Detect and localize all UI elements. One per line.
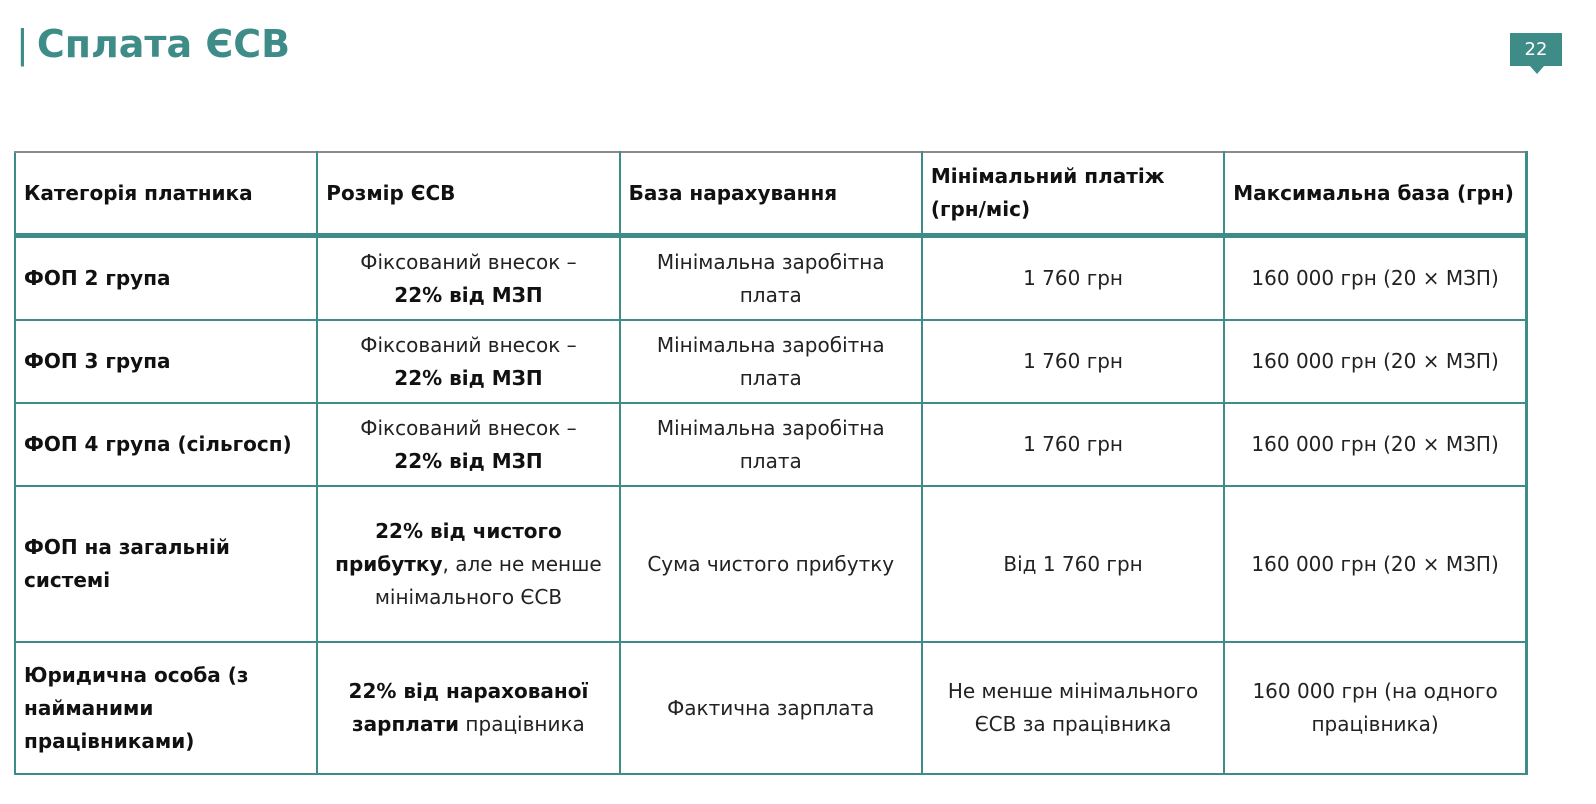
table-row	[15, 642, 1527, 774]
cell-min-payment: Від 1 760 грн	[922, 486, 1224, 642]
cell-category: Юридична особа (з найманими працівниками)	[15, 642, 317, 774]
header-rate: Розмір ЄСВ	[317, 152, 619, 236]
header-base: База нарахування	[620, 152, 922, 236]
cell-base: Мінімальна заробітна плата	[620, 236, 922, 321]
cell-max-base: 160 000 грн (20 × МЗП)	[1224, 236, 1526, 321]
cell-base: Мінімальна заробітна плата	[620, 320, 922, 403]
slide-title	[16, 22, 290, 66]
rate-normal-text: Фіксований внесок –	[360, 249, 577, 274]
table-row	[15, 403, 1527, 486]
cell-category: ФОП 3 група	[15, 320, 317, 403]
slide-title-text: Сплата ЄСВ	[36, 22, 291, 66]
rate-normal-text: Фіксований внесок –	[360, 415, 577, 440]
cell-category: ФОП 4 група (сільгосп)	[15, 403, 317, 486]
table-row	[15, 486, 1527, 642]
rate-normal-text: працівника	[459, 712, 585, 736]
cell-max-base: 160 000 грн (на одного працівника)	[1224, 642, 1526, 774]
cell-rate	[317, 403, 619, 486]
table-row	[15, 320, 1527, 403]
cell-rate	[317, 486, 619, 642]
cell-base: Сума чистого прибутку	[620, 486, 922, 642]
header-max-base: Максимальна база (грн)	[1224, 152, 1526, 236]
table-row	[15, 236, 1527, 321]
title-accent-bar: |	[16, 22, 29, 66]
cell-base: Мінімальна заробітна плата	[620, 403, 922, 486]
cell-max-base: 160 000 грн (20 × МЗП)	[1224, 320, 1526, 403]
rate-bold-text: 22% від МЗП	[394, 365, 543, 390]
rate-bold-text: 22% від МЗП	[394, 282, 543, 307]
cell-rate	[317, 236, 619, 321]
cell-min-payment: Не менше мінімального ЄСВ за працівника	[922, 642, 1224, 774]
cell-min-payment: 1 760 грн	[922, 320, 1224, 403]
cell-min-payment: 1 760 грн	[922, 403, 1224, 486]
header-min-payment: Мінімальний платіж (грн/міс)	[922, 152, 1224, 236]
rate-bold-text: 22% від чистого прибутку	[335, 518, 562, 576]
cell-rate	[317, 642, 619, 774]
cell-min-payment: 1 760 грн	[922, 236, 1224, 321]
rate-normal-text: Фіксований внесок –	[360, 332, 577, 357]
cell-category: ФОП на загальній системі	[15, 486, 317, 642]
page-number-badge: 22	[1510, 33, 1562, 66]
cell-max-base: 160 000 грн (20 × МЗП)	[1224, 403, 1526, 486]
rate-normal-text: , але не менше мінімального ЄСВ	[374, 551, 602, 609]
cell-base: Фактична зарплата	[620, 642, 922, 774]
esv-payment-table	[14, 151, 1528, 775]
header-category: Категорія платника	[15, 152, 317, 236]
cell-rate	[317, 320, 619, 403]
table-header-row	[15, 152, 1527, 236]
rate-bold-text: 22% від нарахованої зарплати	[348, 679, 589, 736]
rate-bold-text: 22% від МЗП	[394, 448, 543, 473]
cell-max-base: 160 000 грн (20 × МЗП)	[1224, 486, 1526, 642]
cell-category: ФОП 2 група	[15, 236, 317, 321]
